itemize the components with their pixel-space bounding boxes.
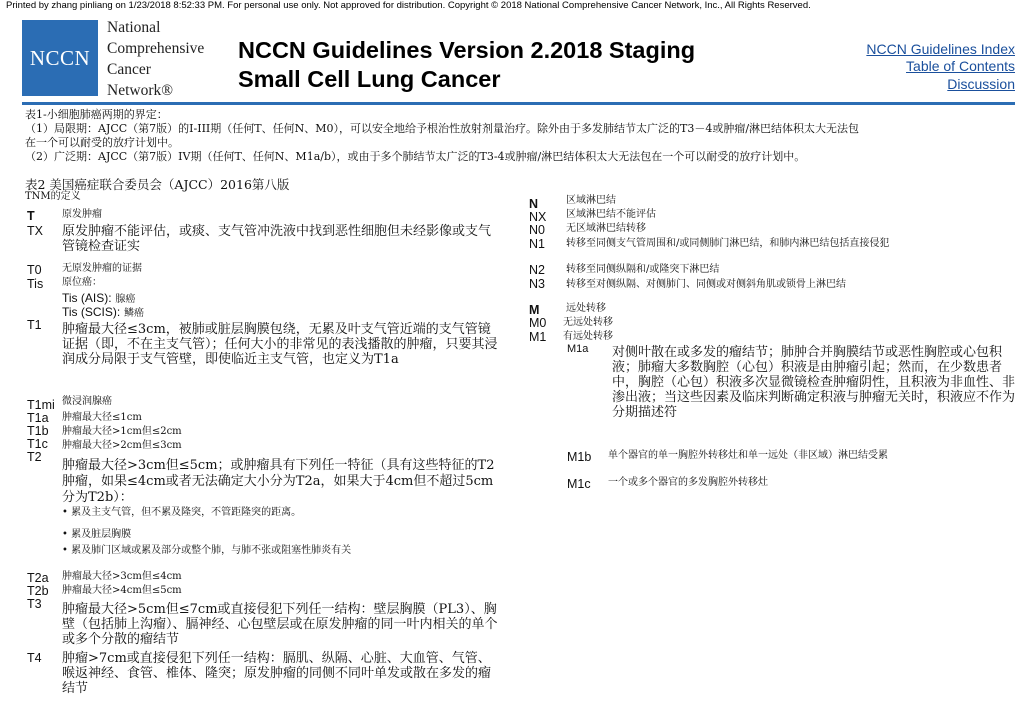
m0-desc: 无远处转移 (563, 317, 613, 328)
t4-code: T4 (27, 651, 42, 665)
tis-scis-desc: 鳞癌 (124, 308, 145, 319)
m1b-code: M1b (567, 450, 592, 464)
m-desc: 远处转移 (566, 303, 606, 314)
n2-desc: 转移至同侧纵隔和/或隆突下淋巴结 (566, 264, 720, 275)
table1-extensive-stage: （2）广泛期：AJCC（第7版）IV期（任何T、任何N、M1a/b），或由于多个肺结节太广泛的T3-4或肿瘤/淋巴结体积太大无法包在一个可以耐受的放疗计划中。 (25, 150, 806, 163)
page-title: NCCN Guidelines Version 2.2018 Staging (238, 37, 696, 63)
m-code: M (529, 303, 540, 317)
print-notice: Printed by zhang pinliang on 1/23/2018 8:52:33 PM. For personal use only. Not approved for distribution. Copyright © 2018 National Comprehensive Cancer Network, Inc., All Rights Reserved. (6, 0, 811, 11)
organization-name (107, 17, 204, 101)
t1c-code: T1c (27, 437, 48, 451)
tx-desc: 原发肿瘤不能评估，或痰、支气管冲洗液中找到恶性细胞但未经影像或支气管镜检查证实 (62, 224, 492, 254)
org-line: Cancer (107, 61, 151, 78)
n1-desc: 转移至同侧支气管周围和/或同侧肺门淋巴结，和肺内淋巴结包括直接侵犯 (566, 238, 890, 249)
t-desc: 原发肿瘤 (62, 209, 102, 220)
tis-scis-code: Tis (SCIS): (62, 305, 121, 319)
m1-code: M1 (529, 330, 547, 344)
t2b-code: T2b (27, 584, 49, 598)
n0-desc: 无区域淋巴结转移 (566, 223, 646, 234)
guidelines-index-link[interactable]: NCCN Guidelines Index (866, 41, 1015, 57)
tis-scis-row (62, 304, 144, 319)
table2-subtitle: TNM的定义 (25, 191, 81, 202)
n3-desc: 转移至对侧纵隔、对侧肺门、同侧或对侧斜角肌或锁骨上淋巴结 (566, 279, 846, 290)
t1a-desc: 肿瘤最大径≤1cm (62, 412, 142, 423)
nx-code: NX (529, 210, 547, 224)
t0-desc: 无原发肿瘤的证据 (62, 263, 142, 274)
m0-code: M0 (529, 316, 547, 330)
table-of-contents-link[interactable]: Table of Contents (906, 58, 1015, 74)
tis-ais-row (62, 290, 135, 305)
org-line: Network® (107, 82, 174, 99)
t3-code: T3 (27, 597, 42, 611)
nccn-logo (22, 20, 98, 96)
t1-desc: 肿瘤最大径≤3cm，被肺或脏层胸膜包绕，无累及叶支气管近端的支气管镜证据（即，不在主支气管）；任何大小的非常见的表浅播散的肿瘤，只要其浸润成分局限于支气管壁，即使临近主支气管，也定义为T1a (62, 322, 498, 367)
table1-title: 表1-小细胞肺癌两期的界定： (25, 108, 168, 121)
t1mi-code: T1mi (27, 398, 55, 412)
t1c-desc: 肿瘤最大径>2cm但≤3cm (62, 440, 182, 451)
t2-desc: 肿瘤最大径>3cm但≤5cm；或肿瘤具有下列任一特征（具有这些特征的T2肿瘤，如果≤4cm或者无法确定大小分为T2a，如果大于4cm但不超过5cm分为T2b）： (62, 458, 495, 505)
tis-ais-desc: 腺癌 (115, 294, 136, 305)
tis-desc: 原位癌： (62, 277, 102, 288)
m1c-desc: 一个或多个器官的多发胸腔外转移灶 (608, 477, 768, 488)
t2-bullet: • 累及主支气管，但不累及隆突，不管距隆突的距离。 (62, 507, 302, 518)
tx-code: TX (27, 224, 43, 238)
t1mi-desc: 微浸润腺癌 (62, 396, 112, 407)
t2b-desc: 肿瘤最大径>4cm但≤5cm (62, 585, 182, 596)
t2-bullet: • 累及脏层胸膜 (62, 529, 132, 540)
n0-code: N0 (529, 223, 545, 237)
org-line: Comprehensive (107, 40, 205, 57)
discussion-link[interactable]: Discussion (947, 76, 1015, 92)
table1-limited-stage-cont: 在一个可以耐受的放疗计划中。 (25, 136, 179, 149)
n-code: N (529, 197, 539, 211)
t3-desc: 肿瘤最大径>5cm但≤7cm或直接侵犯下列任一结构：壁层胸膜（PL3）、胸壁（包括肺上沟瘤）、膈神经、心包壁层或在原发肿瘤的同一叶内相关的单个或多个分散的瘤结节 (62, 602, 498, 647)
m1a-desc: 对侧叶散在或多发的瘤结节；肺肿合并胸膜结节或恶性胸腔或心包积液；肺瘤大多数胸腔（心包）积液是由肿瘤引起；然而，在少数患者中，胸腔（心包）积液多次显微镜检查肿瘤阴性，且积液为非血性、非渗出液；当这些因素及临床判断确定积液与肿瘤无关时，积液应不作为分期描述符 (612, 345, 1016, 420)
t1-code: T1 (27, 318, 42, 332)
t1a-code: T1a (27, 411, 49, 425)
t2a-desc: 肿瘤最大径>3cm但≤4cm (62, 571, 182, 582)
table1-limited-stage: （1）局限期：AJCC（第7版）的I-III期（任何T、任何N、M0），可以安全地给予根治性放射剂量治疗。除外由于多发肺结节太广泛的T3－4或肿瘤/淋巴结体积太大无法包 (25, 122, 860, 135)
org-line: National (107, 19, 161, 36)
t1b-desc: 肿瘤最大径>1cm但≤2cm (62, 426, 182, 437)
header-divider (22, 102, 1015, 105)
table2-title: 表2 美国癌症联合委员会（AJCC）2016第八版 (25, 177, 290, 192)
t1b-code: T1b (27, 424, 49, 438)
t4-desc: 肿瘤>7cm或直接侵犯下列任一结构：膈肌、纵隔、心脏、大血管、气管、喉返神经、食管、椎体、隆突；原发肿瘤的同侧不同叶单发或散在多发的瘤结节 (62, 651, 492, 696)
n3-code: N3 (529, 277, 545, 291)
tis-ais-code: Tis (AIS): (62, 291, 112, 305)
t2a-code: T2a (27, 571, 49, 585)
logo-text: NCCN (29, 45, 91, 70)
tis-code: Tis (27, 277, 44, 291)
n-desc: 区域淋巴结 (566, 195, 616, 206)
m1-desc: 有远处转移 (563, 331, 613, 342)
m1a-code: M1a (567, 343, 589, 355)
n1-code: N1 (529, 237, 545, 251)
t2-code: T2 (27, 450, 42, 464)
m1c-code: M1c (567, 477, 591, 491)
t0-code: T0 (27, 263, 42, 277)
t2-bullet: • 累及肺门区域或累及部分或整个肺，与肺不张或阻塞性肺炎有关 (62, 545, 352, 556)
n2-code: N2 (529, 263, 545, 277)
nx-desc: 区域淋巴结不能评估 (566, 209, 656, 220)
m1b-desc: 单个器官的单一胸腔外转移灶和单一远处（非区域）淋巴结受累 (608, 450, 888, 461)
page-subtitle: Small Cell Lung Cancer (238, 66, 501, 92)
t-code: T (27, 209, 35, 223)
